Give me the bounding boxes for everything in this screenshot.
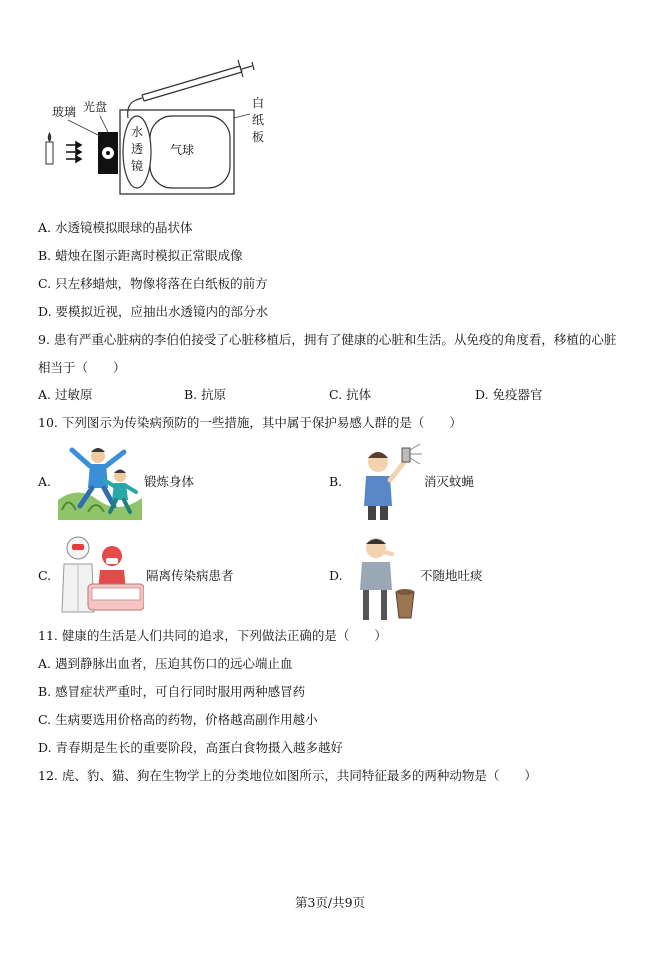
kill-mosquitoes-illustration [352,440,422,520]
label-disc: 光盘 [83,100,108,114]
q10-option-c-caption: 隔离传染病患者 [146,568,234,583]
q11-option-c: C. 生病要选用价格高的药物，价格越高副作用越小 [38,712,318,727]
q9-option-a: A. 过敏原 [38,387,93,402]
q10-option-c-letter: C. [38,568,52,583]
label-white-board: 白纸板 [252,96,265,144]
isolate-patient-illustration [60,530,144,614]
syringe-icon [128,60,254,118]
label-water-lens: 水透镜 [131,125,144,173]
q10-option-b-caption: 消灭蚊蝇 [424,474,475,489]
q8-option-c: C. 只左移蜡烛，物像将落在白纸板的前方 [38,276,268,291]
q9-stem-line2: 相当于（ ） [38,360,126,375]
q8-option-d: D. 要模拟近视，应抽出水透镜内的部分水 [38,304,269,319]
q10-option-b-letter: B. [329,474,343,489]
q10-option-a-letter: A. [38,474,52,489]
page-number: 第3页/共9页 [294,895,366,910]
q11-option-d: D. 青春期是生长的重要阶段，高蛋白食物摄入越多越好 [38,740,344,755]
q11-option-b: B. 感冒症状严重时，可自行同时服用两种感冒药 [38,684,306,699]
q8-option-b: B. 蜡烛在图示距离时模拟正常眼成像 [38,248,243,263]
eye-model-diagram [40,58,280,198]
q11-stem: 11. 健康的生活是人们共同的追求，下列做法正确的是（ ） [38,628,387,643]
candle-icon [46,132,53,164]
q8-option-a: A. 水透镜模拟眼球的晶状体 [38,220,193,235]
q9-option-c: C. 抗体 [329,387,372,402]
q12-stem: 12. 虎、豹、猫、狗在生物学上的分类地位如图所示，共同特征最多的两种动物是（ ） [38,768,537,783]
label-balloon: 气球 [170,143,195,157]
q9-option-d: D. 免疫器官 [475,387,543,402]
q9-stem-line1: 9. 患有严重心脏病的李伯伯接受了心脏移植后，拥有了健康的心脏和生活。从免疫的角度看，移植的心脏 [38,332,617,347]
q9-option-b: B. 抗原 [184,387,227,402]
q10-option-a-caption: 锻炼身体 [144,474,195,489]
q10-stem: 10. 下列图示为传染病预防的一些措施，其中属于保护易感人群的是（ ） [38,415,462,430]
exercise-illustration [58,440,142,520]
label-glass: 玻璃 [52,105,77,119]
q11-option-a: A. 遇到静脉出血者，压迫其伤口的远心端止血 [38,656,293,671]
q10-option-d-letter: D. [329,568,343,583]
q10-option-d-caption: 不随地吐痰 [420,568,483,583]
light-arrows-icon [66,142,81,162]
no-spitting-illustration [348,532,418,622]
